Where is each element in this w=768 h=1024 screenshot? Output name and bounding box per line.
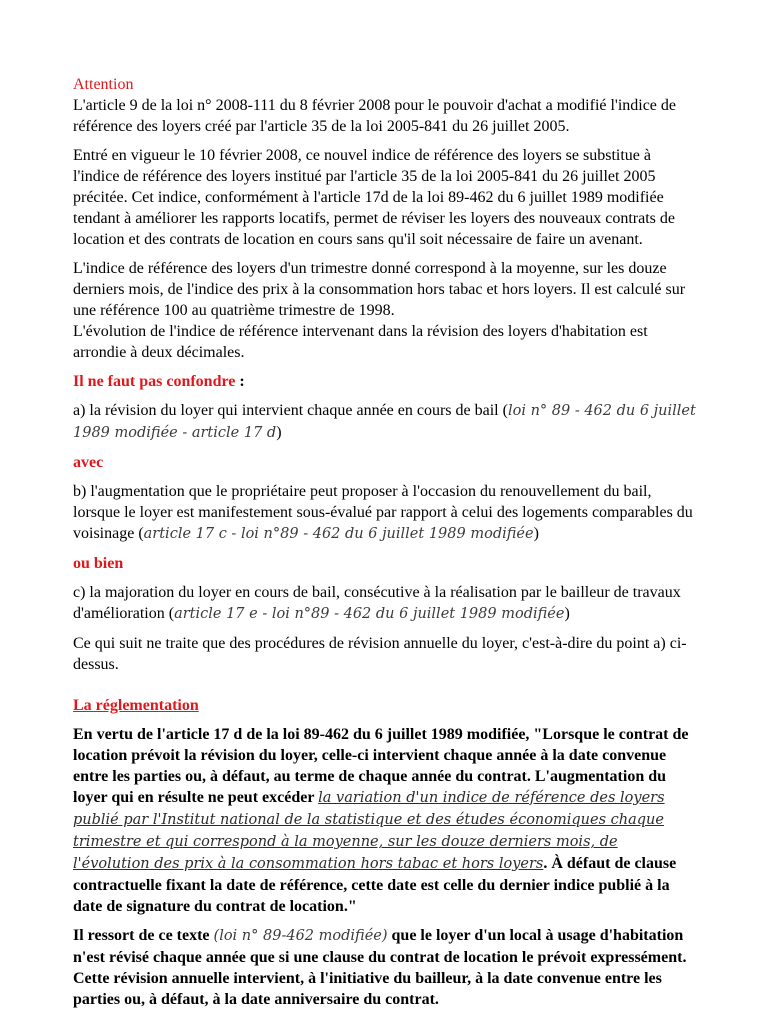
ressort-reference: (loi n° 89-462 modifiée) [213, 928, 388, 944]
reglementation-paragraph [73, 724, 698, 917]
item-a-text: a) la révision du loyer qui intervient chaque année en cours de bail ( [73, 402, 508, 419]
paragraph-indice [73, 258, 698, 363]
item-a-reference: loi n° 89 - 462 du 6 juillet 1989 modifiée - article 17 d [73, 403, 696, 441]
item-c-text: c) la majoration du loyer en cours de bail, consécutive à la réalisation par le bailleur de travaux d'amélioration ( [73, 584, 681, 622]
reglementation-text-2: . À défaut de clause contractuelle fixant la date de référence, cette date est celle du dernier indice publié à la date de signature du contrat de location." [73, 855, 677, 915]
item-b-text: b) l'augmentation que le propriétaire peut proposer à l'occasion du renouvellement du bail, lorsque le loyer est manifestement sous-évalué par rapport à celui des logements comparables du voisinage ( [73, 483, 693, 542]
reglementation-title[interactable]: La réglementation [73, 697, 199, 714]
item-b [73, 481, 698, 545]
item-c [73, 582, 698, 625]
item-c-reference: article 17 e - loi n°89 - 462 du 6 juillet 1989 modifiée [174, 606, 565, 622]
attention-title: Attention [73, 76, 134, 93]
attention-block [73, 74, 698, 137]
confondre-label: Il ne faut pas confondre [73, 373, 236, 390]
paragraph-indice-part-2: L'évolution de l'indice de référence intervenant dans la révision des loyers d'habitation est arrondie à deux décimales. [73, 323, 648, 361]
intro-text: L'article 9 de la loi n° 2008-111 du 8 février 2008 pour le pouvoir d'achat a modifié l'indice de référence des loyers créé par l'article 35 de la loi 2005-841 du 26 juillet 2005. [73, 97, 677, 135]
ou-bien-label: ou bien [73, 555, 124, 572]
confondre-colon: : [235, 373, 245, 390]
reglementation-link[interactable]: la variation d'un indice de référence des loyers publié par l'Institut national de la statistique et des études économiques chaque trimestre et qui correspond à la moyenne, sur les douze derniers mois, de l'évolution des prix à la consommation hors tabac et hors loyers [73, 790, 665, 872]
paragraph-indice-part-1: L'indice de référence des loyers d'un trimestre donné correspond à la moyenne, sur les douze derniers mois, de l'indice des prix à la consommation hors tabac et hors loyers. Il est calculé sur une référence 100 au quatrième trimestre de 1998. [73, 260, 686, 319]
item-a-close: ) [276, 424, 282, 441]
item-b-reference: article 17 c - loi n°89 - 462 du 6 juillet 1989 modifiée [143, 526, 534, 542]
item-b-close: ) [533, 525, 539, 542]
reglementation-text-1: En vertu de l'article 17 d de la loi 89-462 du 6 juillet 1989 modifiée, "Lorsque le contrat de location prévoit la révision du loyer, celle-ci intervient chaque année à la date convenue entre les parties ou, à défaut, au terme de chaque année du contrat. L'augmentation du loyer qui en résulte ne peut excéder [73, 726, 689, 806]
ressort-paragraph [73, 925, 698, 1010]
ressort-text-1: Il ressort de ce texte [73, 927, 214, 944]
avec-label: avec [73, 454, 104, 471]
paragraph-suit: Ce qui suit ne traite que des procédures de révision annuelle du loyer, c'est-à-dire du point a) ci-dessus. [73, 635, 687, 673]
confondre-heading [73, 371, 698, 392]
ressort-text-2: que le loyer d'un local à usage d'habitation n'est révisé chaque année que si une clause du contrat de location le prévoit expressément. Cette révision annuelle intervient, à l'initiative du bailleur, à la date convenue entre les parties ou, à défaut, à la date anniversaire du contrat. [73, 927, 687, 1008]
paragraph-vigueur: Entré en vigueur le 10 février 2008, ce nouvel indice de référence des loyers se substitue à l'indice de référence des loyers institué par l'article 35 de la loi 2005-841 du 26 juillet 2005 précitée. Cet indice, conformément à l'article 17d de la loi 89-462 du 6 juillet 1989 modifiée tendant à améliorer les rapports locatifs, permet de réviser les loyers des nouveaux contrats de location et des contrats de location en cours sans qu'il soit nécessaire de faire un avenant. [73, 147, 675, 248]
item-a [73, 400, 698, 444]
item-c-close: ) [564, 605, 570, 622]
document-body [73, 74, 698, 1018]
